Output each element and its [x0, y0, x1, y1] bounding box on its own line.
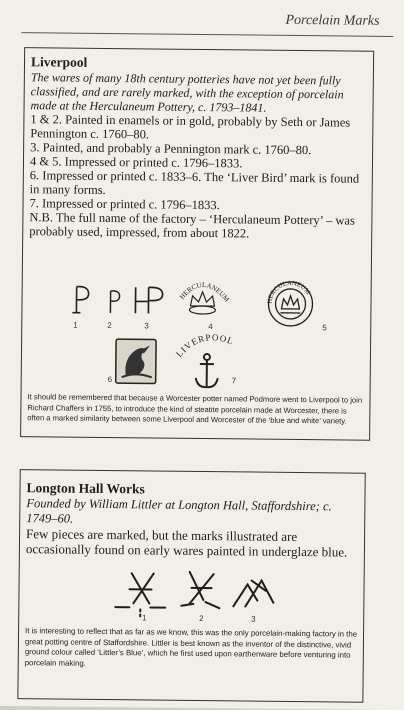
mark-number-6: 6 [108, 375, 113, 384]
liverpool-item-7: 7. Impressed or printed c. 1796–1833. [29, 196, 365, 214]
mark-3-hp-glyph [135, 287, 162, 313]
mark-5-arc-text: HERCULANEUM [266, 280, 311, 305]
mark-6-liver-bird-glyph [116, 339, 156, 383]
mark-7-arc-text: LIVERPOOL [174, 332, 236, 360]
mark-number-4: 4 [208, 322, 213, 331]
liverpool-note: It should be remembered that because a Worcester potter named Podmore went to Liverpool to join Richard Chaffers in 1755, to introduce the kind of steatite porcelain made at Worcester, there is often a marked similarity between some Liverpool and Worcester of the ‘blue and white’ variety. [27, 392, 365, 427]
longton-mark-3-glyph [233, 580, 273, 606]
longton-body: Few pieces are marked, but the marks illustrated are occasionally found on early wares painted in underglaze blue. [26, 526, 358, 559]
longton-mark-1-glyph [115, 573, 165, 617]
mark-number-5: 5 [322, 323, 327, 332]
mark-4-crown-glyph [189, 292, 215, 314]
liverpool-item-1-2: 1 & 2. Painted in enamels or in gold, probably by Seth or James Pennington c. 1760–80. [30, 112, 366, 144]
longton-hall-section [17, 469, 365, 703]
mark-number-7: 7 [232, 376, 237, 385]
liverpool-marks-drawing-2 [22, 330, 371, 396]
liverpool-item-6: 6. Impressed or printed c. 1833–6. The ‘Liver Bird’ mark is found in many forms. [30, 168, 366, 200]
longton-mark-2-glyph [181, 572, 219, 608]
mark-number-3: 3 [144, 321, 149, 330]
liverpool-item-3: 3. Painted, and probably a Pennington mark c. 1760–80. [30, 140, 366, 158]
mark-number-2: 2 [107, 321, 112, 330]
liverpool-intro: The wares of many 18th century potteries have not yet been fully classified, and are rarely marked, with the exception of porcelain made at the Herculaneum Pottery, c. 1793–1841. [31, 70, 367, 116]
mark-4-arc-text: HERCULANEUM [178, 281, 232, 305]
mark-1-p-glyph [72, 287, 88, 313]
longton-marks-row [19, 568, 364, 628]
header-rule [21, 32, 393, 37]
liverpool-title: Liverpool [31, 54, 367, 74]
running-head: Porcelain Marks [285, 13, 379, 30]
liverpool-marks-row-2 [22, 330, 371, 396]
mark-number-1: 1 [73, 321, 78, 330]
longton-marks-drawing [19, 568, 364, 622]
liverpool-section [20, 47, 374, 441]
liverpool-item-4-5: 4 & 5. Impressed or printed c. 1796–1833. [30, 154, 366, 172]
mark-2-p-glyph [110, 291, 119, 313]
longton-note: It is interesting to reflect that as far as we know, this was the only porcelain-making factory in the great potting centre of Staffordshire. Littler is best known as the inventor of the distinctive, vivid ground colour called ‘Littler’s Blue’, which he first used upon earthenware before venturing into porcelain making. [25, 626, 359, 672]
longton-mark-number-1: 1 [142, 613, 147, 622]
longton-intro: Founded by William Littler at Longton Hall, Staffordshire; c. 1749–60. [26, 496, 358, 529]
longton-mark-number-2: 2 [199, 614, 204, 623]
longton-title: Longton Hall Works [26, 480, 358, 499]
mark-7-anchor-glyph [196, 354, 218, 387]
longton-mark-number-3: 3 [251, 615, 256, 624]
liverpool-nb: N.B. The full name of the factory – ‘Herculaneum Pottery’ – was probably used, impressed, from about 1822. [29, 210, 365, 242]
